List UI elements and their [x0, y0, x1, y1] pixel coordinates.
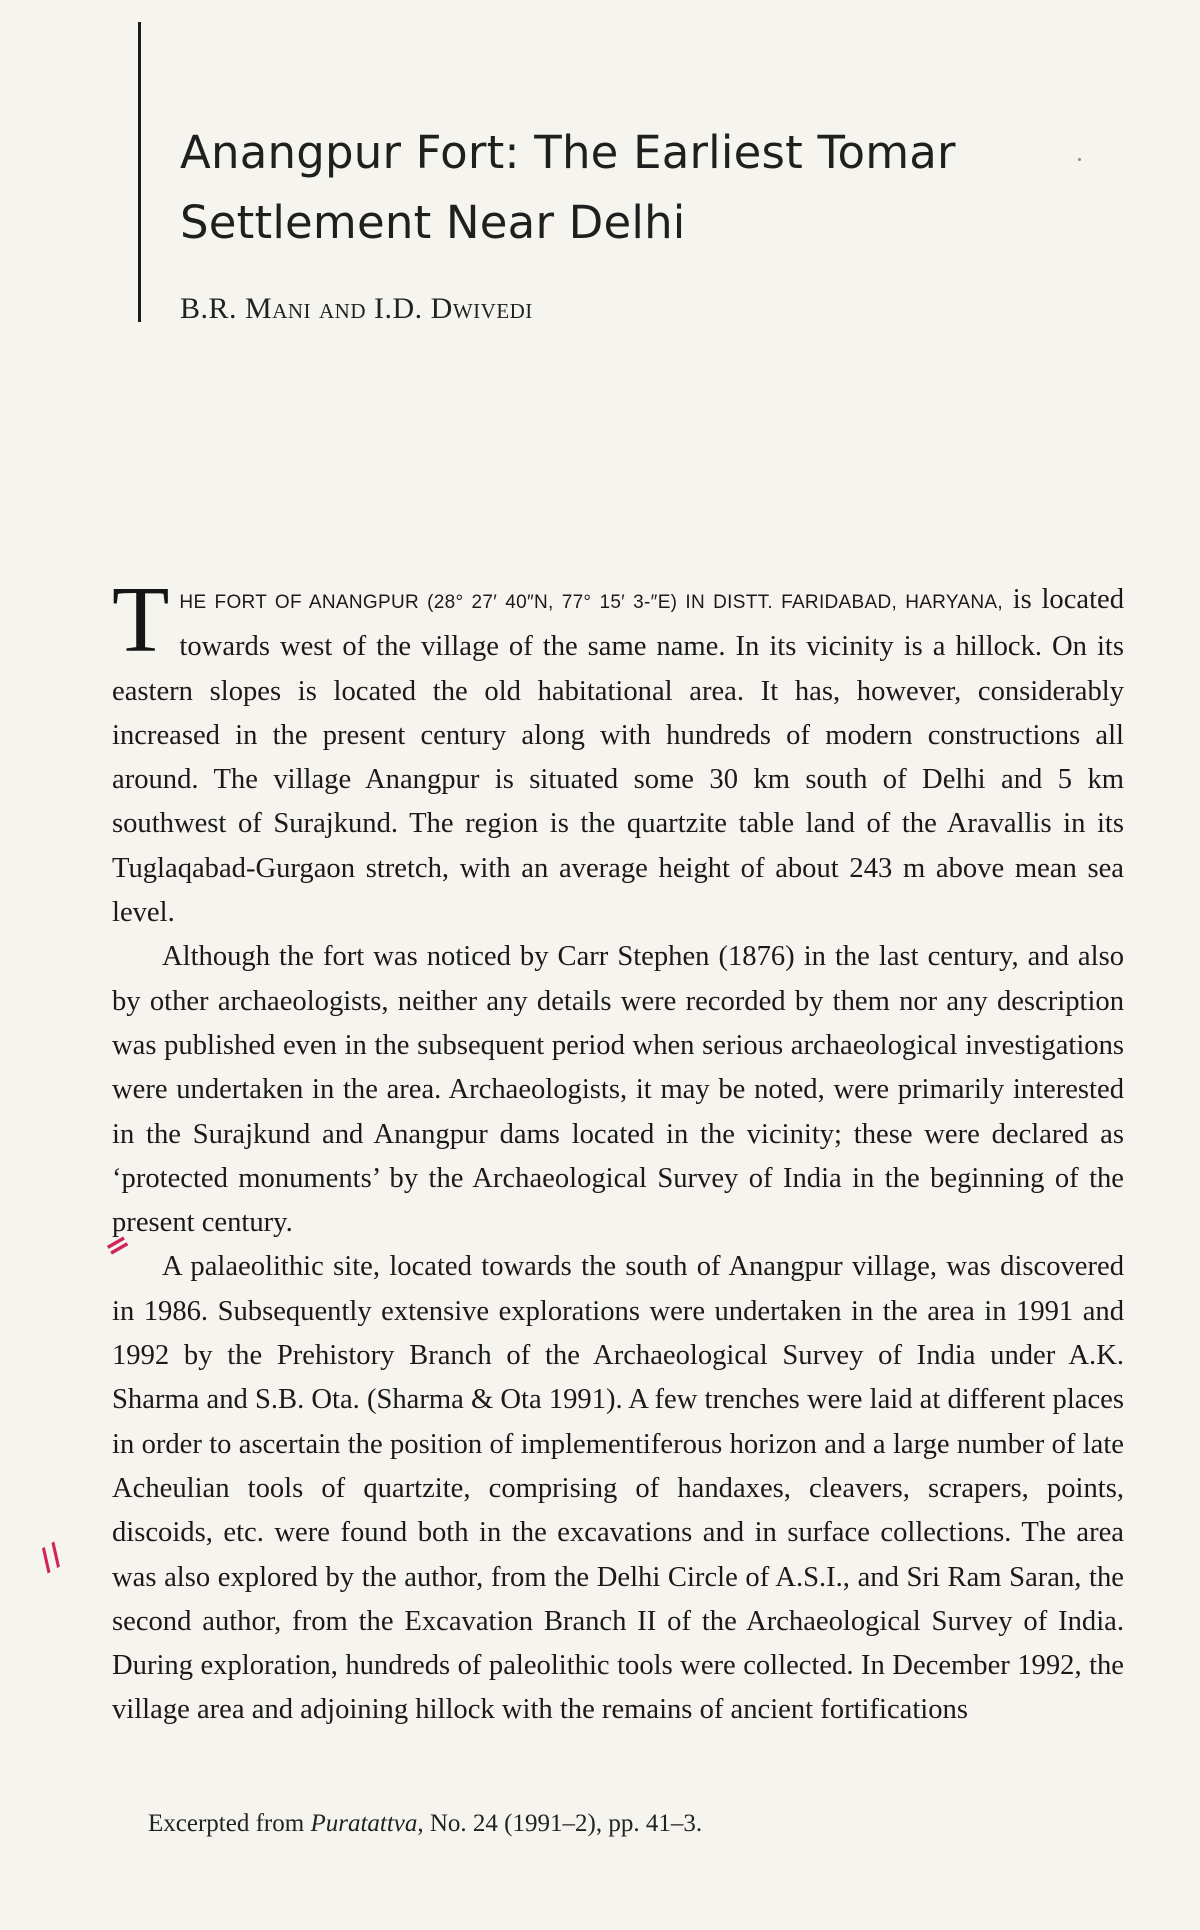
margin-mark-1: = [97, 1224, 138, 1267]
paragraph-1-text: is located towards west of the village of the same name. In its vicinity is a hillock. On its eastern slopes is located the old habitational area. It has, however, considerably increased in the present century along with hundreds of modern constructions all around. The village Anangpur is situated some 30 km south of Delhi and 5 km southwest of Surajkund. The region is the quartzite table land of the Aravallis in its Tuglaqabad-Gurgaon stretch, with an average height of about 243 m above mean sea level. [112, 584, 1125, 929]
article-title [180, 118, 1080, 258]
source-note [148, 1810, 702, 1838]
source-prefix: Excerpted from [148, 1810, 311, 1837]
drop-cap: T [112, 568, 170, 672]
lead-in-text: HE FORT OF ANANGPUR (28° 27′ 40″N, 77° 15′ 3-″E) IN DISTT. FARIDABAD, HARYANA, [179, 592, 1003, 613]
source-journal: Puratattva [310, 1810, 418, 1837]
title-rule [138, 22, 141, 322]
margin-mark-2: // [32, 1536, 70, 1579]
article-authors: B.R. Mani and I.D. Dwivedi [180, 292, 533, 325]
article-body [112, 568, 1125, 1733]
source-suffix: , No. 24 (1991–2), pp. 41–3. [417, 1810, 703, 1837]
paragraph-3: A palaeolithic site, located towards the south of Anangpur village, was discovered in 1986. Subsequently extensive explorations were undertaken in the area in 1991 and 1992 by the Prehistory Branch of the Archaeological Survey of India under A.K. Sharma and S.B. Ota. (Sharma & Ota 1991). A few trenches were laid at different places in order to ascertain the position of implementiferous horizon and a large number of late Acheulian tools of quartzite, comprising of handaxes, cleavers, scrapers, points, discoids, etc. were found both in the excavations and in surface collections. The area was also explored by the author, from the Delhi Circle of A.S.I., and Sri Ram Saran, the second author, from the Excavation Branch II of the Archaeological Survey of India. During exploration, hundreds of paleolithic tools were collected. In December 1992, the village area and adjoining hillock with the remains of ancient fortifications [112, 1251, 1124, 1726]
paragraph-1 [112, 568, 1125, 935]
paragraph-2: Although the fort was noticed by Carr Stephen (1876) in the last century, and also by other archaeologists, neither any details were recorded by them nor any description was published even in the subsequent period when serious archaeological investigations were undertaken in the area. Archaeologists, it may be noted, were primarily interested in the Surajkund and Anangpur dams located in the vicinity; these were declared as ‘protected monuments’ by the Archaeological Survey of India in the beginning of the present century. [112, 941, 1124, 1239]
title-line-2: Settlement Near Delhi [180, 196, 686, 249]
title-line-1: Anangpur Fort: The Earliest Tomar [180, 126, 956, 179]
